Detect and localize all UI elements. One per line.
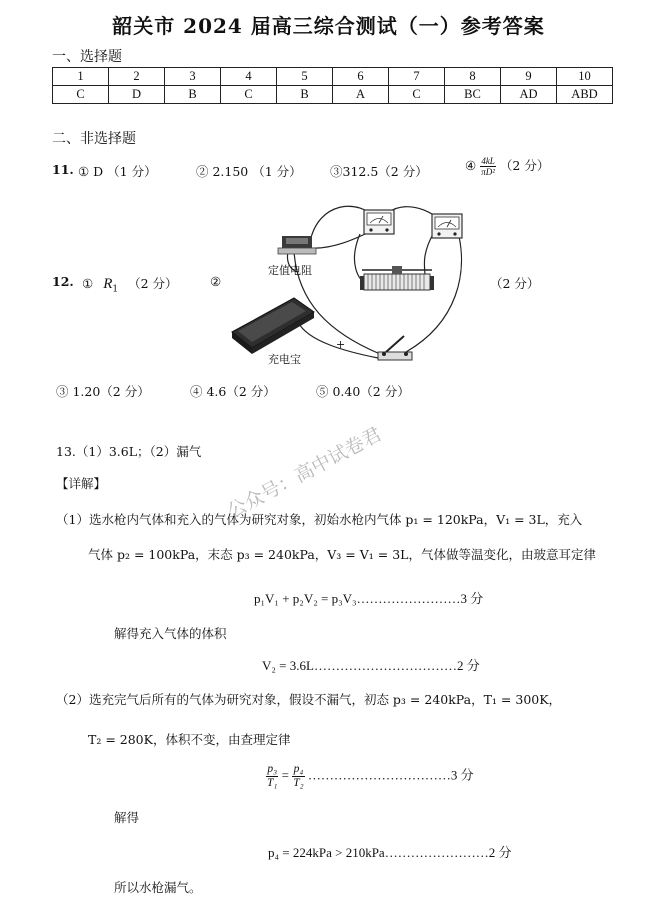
- fraction-denominator: πD²: [481, 167, 495, 177]
- fraction-numerator: 4kL: [481, 156, 495, 166]
- q13-s1-line2: 气体 p₂ = 100kPa，末态 p₃ = 240kPa，V₃ = V₁ = 3L，气体做等温变化，由玻意耳定律: [88, 547, 596, 562]
- rheostat-icon: [360, 266, 434, 290]
- table-cell: 7: [389, 68, 445, 86]
- table-cell: C: [53, 86, 109, 104]
- power-bank-icon: [232, 298, 314, 354]
- table-cell: D: [109, 86, 165, 104]
- q12-part5: ⑤ 0.40（2 分）: [316, 384, 410, 399]
- q12-part3: ③ 1.20（2 分）: [56, 384, 150, 399]
- page-title: 韶关市 2024 届高三综合测试（一）参考答案: [112, 14, 545, 38]
- table-cell: 10: [557, 68, 613, 86]
- equation-score: ……………………………3 分: [307, 767, 474, 783]
- q13-s1-line3: 解得充入气体的体积: [114, 626, 227, 641]
- q11-part2: ② 2.150 （1 分）: [196, 164, 302, 179]
- q12-number: 12.: [52, 274, 74, 289]
- table-cell: B: [165, 86, 221, 104]
- fraction-p4-t2: [292, 763, 304, 790]
- q13-s2-line2: T₂ = 280K，体积不变，由查理定律: [88, 732, 291, 747]
- table-cell: 2: [109, 68, 165, 86]
- q13-equation-charles: [266, 763, 474, 790]
- table-cell: ABD: [557, 86, 613, 104]
- q12-part1-score: （2 分）: [128, 276, 178, 291]
- q13-s2-line1: （2）选充完气后所有的气体为研究对象，假设不漏气，初态 p₃ = 240kPa，T₁ = 300K，: [56, 692, 562, 707]
- q13-equation-boyle: p₁V₁ + p₂V₂ = p₃V₃……………………3 分: [254, 591, 484, 606]
- fraction-denominator: T₂: [293, 777, 304, 789]
- label-power-bank: 充电宝: [268, 353, 301, 366]
- q13-detail-heading: 【详解】: [56, 476, 107, 491]
- switch-icon: [378, 336, 412, 360]
- table-cell: C: [389, 86, 445, 104]
- q12-part2-score: （2 分）: [490, 276, 540, 291]
- circuit-diagram: [228, 192, 478, 372]
- q13-conclusion: 所以水枪漏气。: [114, 880, 202, 895]
- q13-s1-line1: （1）选水枪内气体和充入的气体为研究对象，初始水枪内气体 p₁ = 120kPa，V₁ = 3L，充入: [56, 512, 583, 527]
- label-fixed-resistor: 定值电阻: [268, 264, 312, 277]
- table-cell: B: [277, 86, 333, 104]
- answer-table-header-row: [53, 68, 613, 86]
- watermark: 公众号：高中试卷君: [223, 423, 386, 523]
- q13-equation-result: p₄ = 224kPa > 210kPa……………………2 分: [268, 845, 512, 860]
- fraction-numerator: p₃: [267, 763, 278, 775]
- q12-part1-subscript: 1: [112, 284, 119, 295]
- q11-part4: [465, 156, 549, 177]
- table-cell: 6: [333, 68, 389, 86]
- equals-sign: =: [281, 767, 289, 783]
- voltmeter-icon: [432, 214, 462, 238]
- q12-part1: [82, 274, 178, 295]
- fraction-numerator: p₄: [293, 763, 304, 775]
- table-cell: BC: [445, 86, 501, 104]
- table-cell: AD: [501, 86, 557, 104]
- section-nonchoice-heading: 二、非选择题: [52, 131, 136, 147]
- table-cell: 4: [221, 68, 277, 86]
- q13-s2-line3: 解得: [114, 810, 140, 825]
- q11-part4-score: （2 分）: [499, 158, 550, 173]
- q12-part1-mark: ①: [82, 276, 94, 291]
- fraction-denominator: T₁: [267, 777, 278, 789]
- fraction-p3-t1: [266, 763, 278, 790]
- q11-part3: ③312.5（2 分）: [330, 164, 428, 179]
- table-cell: 8: [445, 68, 501, 86]
- label-plus-terminal: +: [336, 338, 346, 351]
- q12-part1-symbol: R: [103, 276, 113, 292]
- table-cell: 3: [165, 68, 221, 86]
- ammeter-icon: [364, 210, 394, 234]
- table-cell: A: [333, 86, 389, 104]
- q11-part1: ① D （1 分）: [78, 164, 157, 179]
- table-cell: 9: [501, 68, 557, 86]
- table-cell: C: [221, 86, 277, 104]
- fixed-resistor-icon: [278, 236, 316, 254]
- q12-part4: ④ 4.6（2 分）: [190, 384, 276, 399]
- q11-part4-mark: ④: [465, 158, 477, 173]
- table-cell: 5: [277, 68, 333, 86]
- q13-answer: 13.（1）3.6L；（2）漏气: [56, 444, 202, 459]
- wire: [406, 232, 461, 352]
- answer-table: [52, 67, 613, 104]
- q13-equation-v2: V₂ = 3.6L……………………………2 分: [262, 658, 480, 673]
- q12-part2-mark: ②: [210, 274, 222, 289]
- table-cell: 1: [53, 68, 109, 86]
- q11-part4-fraction: [480, 156, 496, 177]
- answer-table-answer-row: [53, 86, 613, 104]
- section-choice-heading: 一、选择题: [52, 49, 122, 65]
- q11-number: 11.: [52, 162, 74, 177]
